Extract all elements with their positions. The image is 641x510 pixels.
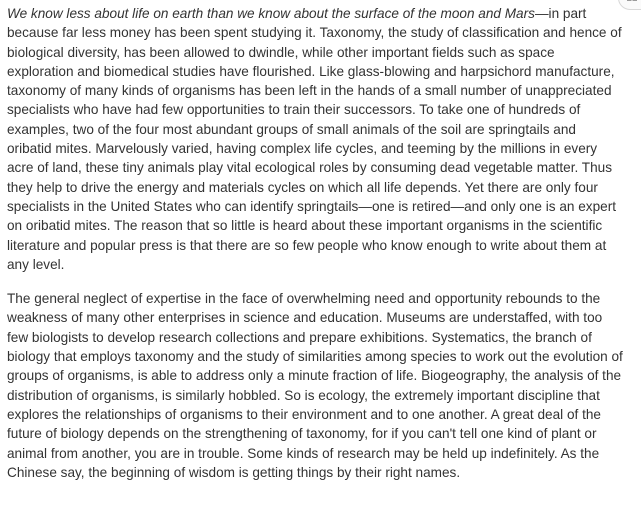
paragraph-1-italic-lead: We know less about life on earth than we know about the surface of the moon and Mars [7,6,535,21]
paragraph-1-text: —in part because far less money has been spent studying it. Taxonomy, the study of classification and hence of biological diversity, has been allowed to dwindle, while other important fields such as space exploration and biomedical studies have flourished. Like glass-blowing and harpsichord manufacture, taxonomy of many kinds of organisms has been left in the hands of a small number of unappreciated specialists who have had few opportunities to train their successors. To take one of hundreds of examples, two of the four most abundant groups of small animals of the soil are springtails and oribatid mites. Marvelously varied, having complex life cycles, and teeming by the millions in every acre of land, these tiny animals play vital ecological roles by consuming dead vegetable matter. Thus they help to drive the energy and materials cycles on which all life depends. Yet there are only four specialists in the United States who can identify springtails—one is retired—and only one is an expert on oribatid mites. The reason that so little is heard about these important organisms in the scientific literature and popular press is that there are so few people who know enough to write about them at any level. [7,6,622,272]
passage-paragraph-1 [7,4,624,274]
expand-icon [627,0,637,5]
reading-passage [7,4,624,482]
passage-paragraph-2 [7,289,624,482]
paragraph-2-text: The general neglect of expertise in the face of overwhelming need and opportunity rebounds to the weakness of many other enterprises in science and education. Museums are understaffed, with too few biologists to develop research collections and prepare exhibitions. Systematics, the branch of biology that employs taxonomy and the study of similarities among species to work out the evolution of groups of organisms, is able to address only a minute fraction of life. Biogeography, the analysis of the distribution of organisms, is similarly hobbled. So is ecology, the extremely important discipline that explores the relationships of organisms to their environment and to one another. A great deal of the future of biology depends on the strengthening of taxonomy, for if you can't tell one kind of plant or animal from another, you are in trouble. Some kinds of research may be held up indefinitely. As the Chinese say, the beginning of wisdom is getting things by their right names. [7,291,623,480]
